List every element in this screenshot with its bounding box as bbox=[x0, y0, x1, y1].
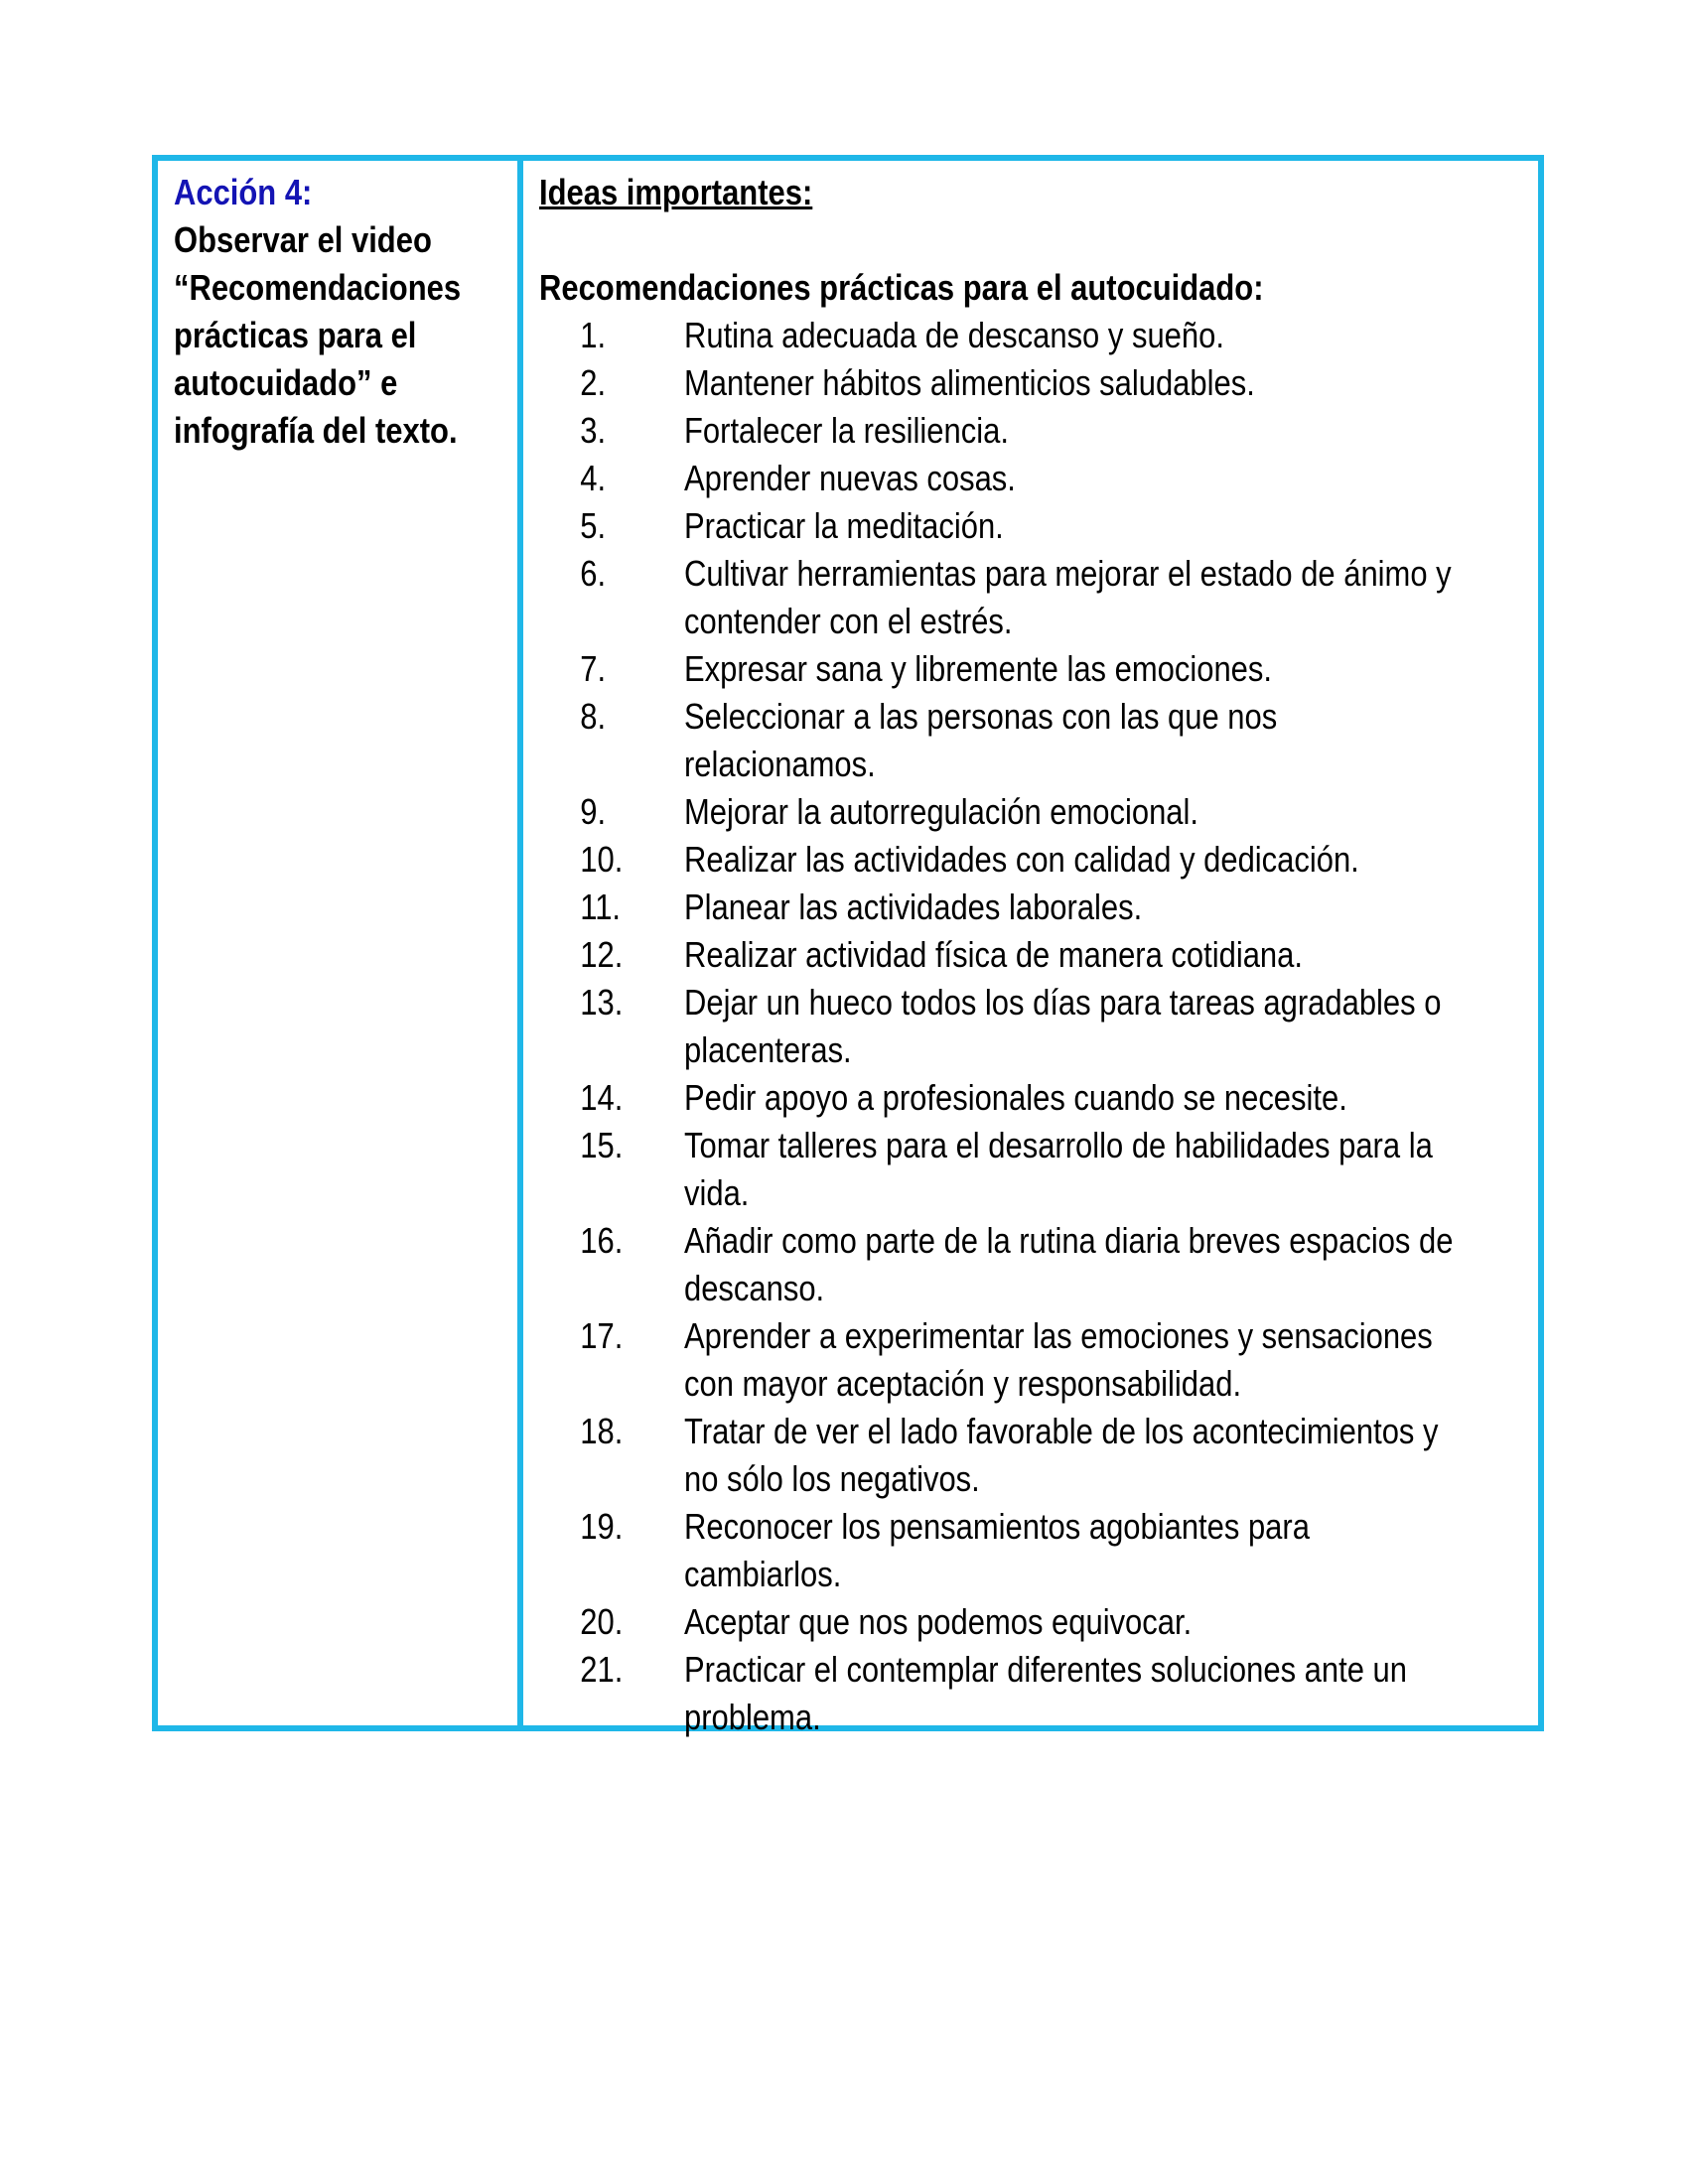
list-item-text bbox=[684, 312, 1579, 359]
list-item-line: Reconocer los pensamientos agobiantes para bbox=[684, 1506, 1311, 1547]
list-item-line: Expresar sana y libremente las emociones. bbox=[684, 648, 1273, 689]
list-item-line: placenteras. bbox=[684, 1029, 852, 1070]
list-item-text bbox=[684, 1646, 1579, 1741]
action-description-line: autocuidado” e bbox=[174, 362, 398, 403]
list-item-text bbox=[684, 407, 1579, 455]
list-item bbox=[539, 550, 1579, 645]
action-description-line: prácticas para el bbox=[174, 315, 417, 355]
action-title: Acción 4: bbox=[174, 172, 313, 212]
list-item-number: 9. bbox=[580, 791, 607, 832]
list-item-number: 16. bbox=[580, 1220, 624, 1261]
spacer bbox=[539, 216, 1579, 264]
list-item-text bbox=[684, 502, 1579, 550]
list-item-number: 20. bbox=[580, 1601, 624, 1642]
list-item bbox=[539, 931, 1579, 979]
list-item-line: Realizar actividad física de manera cotidiana. bbox=[684, 934, 1304, 975]
action-description-line: Observar el video bbox=[174, 219, 432, 260]
list-item bbox=[539, 693, 1579, 788]
list-item-text bbox=[684, 1503, 1579, 1598]
action-description-line: “Recomendaciones bbox=[174, 267, 462, 308]
list-item-text bbox=[684, 884, 1579, 931]
list-item-line: problema. bbox=[684, 1697, 821, 1737]
list-item-line: Practicar la meditación. bbox=[684, 505, 1004, 546]
list-item-line: no sólo los negativos. bbox=[684, 1458, 980, 1499]
list-item bbox=[539, 502, 1579, 550]
list-item-line: contender con el estrés. bbox=[684, 601, 1013, 641]
list-item-text bbox=[684, 455, 1579, 502]
list-item-number: 13. bbox=[580, 982, 624, 1023]
list-item bbox=[539, 1503, 1579, 1598]
list-item bbox=[539, 645, 1579, 693]
list-item-line: Seleccionar a las personas con las que nos bbox=[684, 696, 1278, 737]
list-item-line: Planear las actividades laborales. bbox=[684, 887, 1143, 927]
list-item-line: Realizar las actividades con calidad y dedicación. bbox=[684, 839, 1359, 880]
list-item-line: Practicar el contemplar diferentes soluciones ante un bbox=[684, 1649, 1408, 1690]
list-item bbox=[539, 455, 1579, 502]
list-item bbox=[539, 1598, 1579, 1646]
list-item bbox=[539, 407, 1579, 455]
action-cell bbox=[158, 161, 523, 1725]
list-item-line: relacionamos. bbox=[684, 744, 876, 784]
list-item-line: Mejorar la autorregulación emocional. bbox=[684, 791, 1199, 832]
list-item-text bbox=[684, 645, 1579, 693]
list-item bbox=[539, 1217, 1579, 1312]
list-item bbox=[539, 979, 1579, 1074]
list-item-text bbox=[684, 1074, 1579, 1122]
list-item-line: Fortalecer la resiliencia. bbox=[684, 410, 1010, 451]
list-item-text bbox=[684, 693, 1579, 788]
list-item-line: Dejar un hueco todos los días para tareas agradables o bbox=[684, 982, 1442, 1023]
ideas-cell bbox=[523, 161, 1593, 1737]
list-item-number: 6. bbox=[580, 553, 607, 594]
list-item-number: 2. bbox=[580, 362, 607, 403]
list-item-number: 15. bbox=[580, 1125, 624, 1165]
list-item-text bbox=[684, 1408, 1579, 1503]
list-item-text bbox=[684, 836, 1579, 884]
list-item-line: Rutina adecuada de descanso y sueño. bbox=[684, 315, 1225, 355]
list-item-number: 4. bbox=[580, 458, 607, 498]
list-item bbox=[539, 1122, 1579, 1217]
list-item-text bbox=[684, 788, 1579, 836]
list-item-number: 10. bbox=[580, 839, 624, 880]
list-item-line: Aceptar que nos podemos equivocar. bbox=[684, 1601, 1193, 1642]
list-item-number: 11. bbox=[580, 887, 622, 927]
list-item-line: Pedir apoyo a profesionales cuando se necesite. bbox=[684, 1077, 1347, 1118]
list-item-text bbox=[684, 1122, 1579, 1217]
list-item-line: Tratar de ver el lado favorable de los acontecimientos y bbox=[684, 1411, 1439, 1451]
list-item bbox=[539, 1408, 1579, 1503]
list-item-number: 21. bbox=[580, 1649, 624, 1690]
action-description-line: infografía del texto. bbox=[174, 410, 458, 451]
list-item-text bbox=[684, 359, 1579, 407]
list-item bbox=[539, 1074, 1579, 1122]
list-item-number: 12. bbox=[580, 934, 624, 975]
list-item-line: Tomar talleres para el desarrollo de habilidades para la bbox=[684, 1125, 1433, 1165]
list-item-number: 5. bbox=[580, 505, 607, 546]
list-item bbox=[539, 359, 1579, 407]
list-item-number: 19. bbox=[580, 1506, 624, 1547]
list-item bbox=[539, 1646, 1579, 1741]
list-item-line: cambiarlos. bbox=[684, 1554, 842, 1594]
list-item bbox=[539, 836, 1579, 884]
list-item-text bbox=[684, 1312, 1579, 1408]
list-item-number: 8. bbox=[580, 696, 607, 737]
list-item-number: 17. bbox=[580, 1315, 624, 1356]
list-item-line: Añadir como parte de la rutina diaria breves espacios de bbox=[684, 1220, 1454, 1261]
list-item-line: descanso. bbox=[684, 1268, 825, 1308]
list-item bbox=[539, 312, 1579, 359]
ideas-heading: Ideas importantes: bbox=[539, 172, 813, 212]
list-item-line: vida. bbox=[684, 1172, 750, 1213]
list-item bbox=[539, 884, 1579, 931]
list-item-text bbox=[684, 550, 1579, 645]
list-item-text bbox=[684, 979, 1579, 1074]
list-item-number: 1. bbox=[580, 315, 607, 355]
list-item-text bbox=[684, 1217, 1579, 1312]
list-item-line: Mantener hábitos alimenticios saludables. bbox=[684, 362, 1255, 403]
list-item-number: 3. bbox=[580, 410, 607, 451]
list-item-number: 18. bbox=[580, 1411, 624, 1451]
recommendations-list bbox=[539, 312, 1579, 1741]
list-item bbox=[539, 788, 1579, 836]
list-item-line: Cultivar herramientas para mejorar el estado de ánimo y bbox=[684, 553, 1452, 594]
list-item-text bbox=[684, 931, 1579, 979]
list-item-text bbox=[684, 1598, 1579, 1646]
list-item bbox=[539, 1312, 1579, 1408]
activity-table bbox=[152, 155, 1544, 1737]
recommendations-heading: Recomendaciones prácticas para el autocuidado: bbox=[539, 267, 1264, 308]
list-item-line: con mayor aceptación y responsabilidad. bbox=[684, 1363, 1242, 1404]
list-item-line: Aprender nuevas cosas. bbox=[684, 458, 1017, 498]
list-item-number: 14. bbox=[580, 1077, 624, 1118]
list-item-line: Aprender a experimentar las emociones y sensaciones bbox=[684, 1315, 1433, 1356]
list-item-number: 7. bbox=[580, 648, 607, 689]
